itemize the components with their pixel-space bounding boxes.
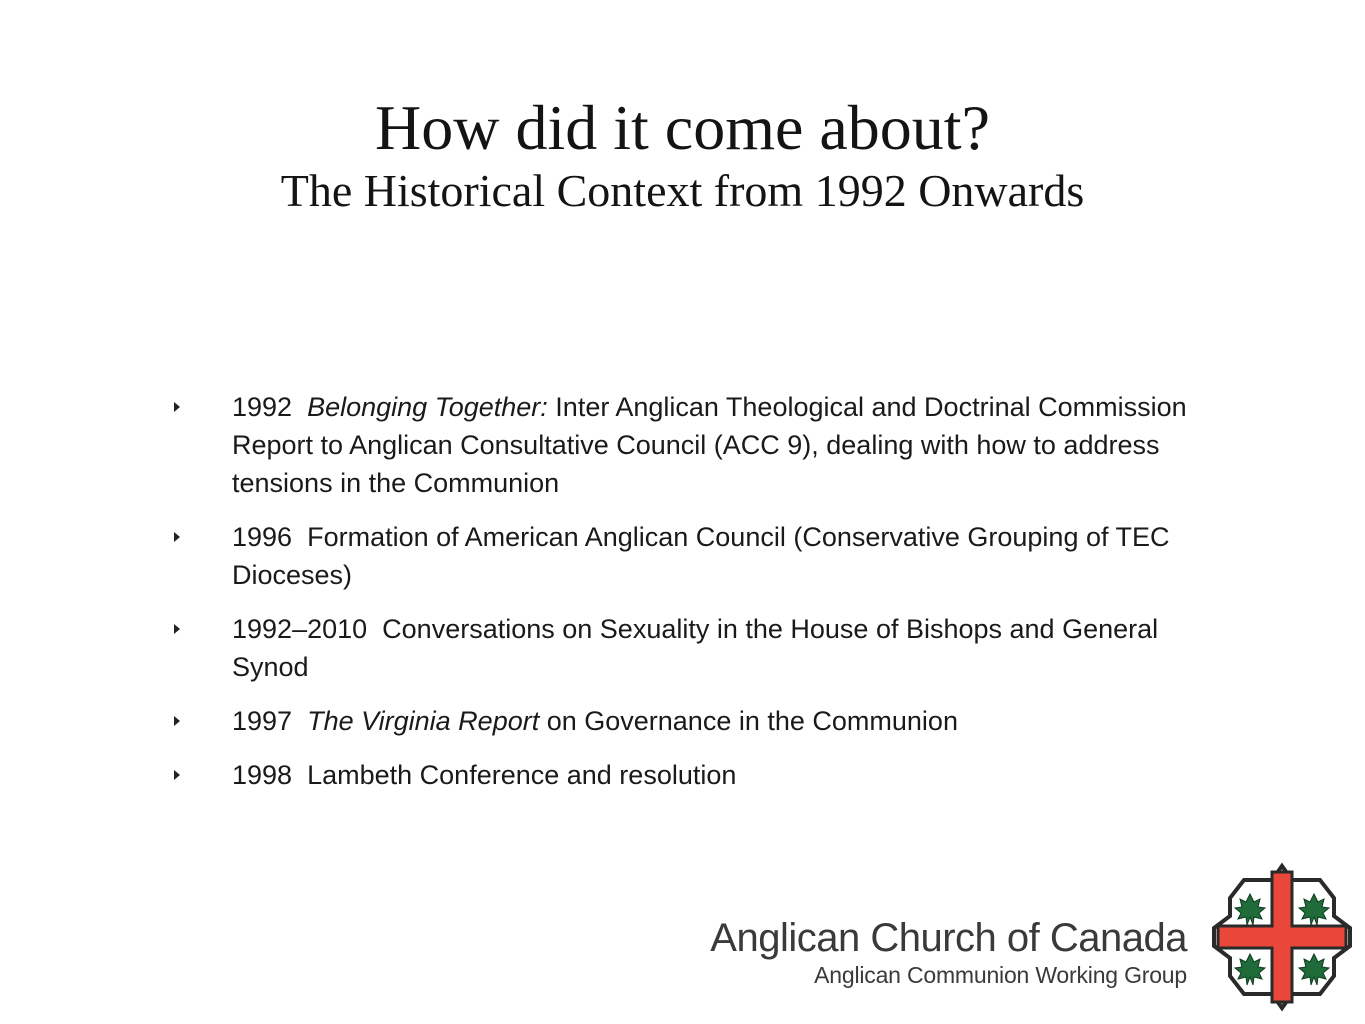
bullet-item — [168, 388, 1228, 502]
bullet-text: on Governance in the Communion — [539, 706, 958, 736]
organization-name: Anglican Church of Canada — [710, 916, 1187, 960]
bullet-text: Conversations on Sexuality in the House of Bishops and General Synod — [232, 614, 1159, 682]
bullet-arrow-icon — [174, 770, 180, 780]
bullet-italic-title: Belonging Together: — [307, 392, 548, 422]
slide-subtitle: The Historical Context from 1992 Onwards — [280, 165, 1085, 216]
bullet-text: Inter Anglican Theological and Doctrinal Commission Report to Anglican Consultative Council (ACC 9), dealing with how to address tensions in the Communion — [232, 392, 1187, 498]
bullet-list — [168, 388, 1228, 810]
bullet-year: 1996 — [232, 522, 293, 552]
anglican-cross-maple-leaf-icon — [1210, 862, 1354, 1012]
bullet-arrow-icon — [174, 532, 180, 542]
bullet-italic-title: The Virginia Report — [307, 706, 540, 736]
organization-branding — [710, 916, 1187, 990]
bullet-item — [168, 756, 1228, 794]
bullet-year: 1992 — [232, 392, 293, 422]
bullet-arrow-icon — [174, 716, 180, 726]
bullet-item — [168, 610, 1228, 686]
bullet-year: 1997 — [232, 706, 293, 736]
bullet-arrow-icon — [174, 624, 180, 634]
bullet-item — [168, 518, 1228, 594]
bullet-year: 1998 — [232, 760, 293, 790]
bullet-text: Formation of American Anglican Council (Conservative Grouping of TEC Dioceses) — [232, 522, 1170, 590]
bullet-year: 1992–2010 — [232, 614, 368, 644]
bullet-item — [168, 702, 1228, 740]
title-block — [0, 92, 1365, 218]
bullet-arrow-icon — [174, 402, 180, 412]
working-group-name: Anglican Communion Working Group — [814, 962, 1187, 988]
slide-title: How did it come about? — [375, 92, 990, 163]
bullet-text: Lambeth Conference and resolution — [307, 760, 737, 790]
